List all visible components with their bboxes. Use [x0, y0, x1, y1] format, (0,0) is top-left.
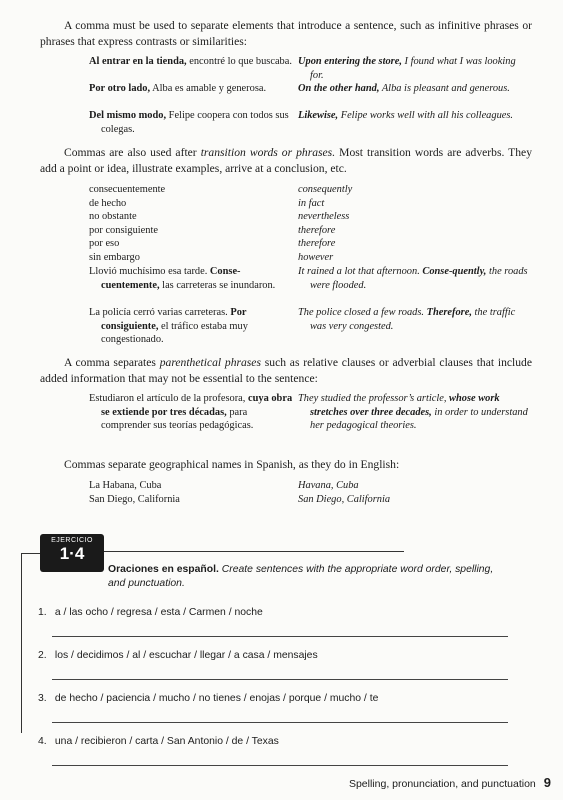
- list-item: therefore: [298, 238, 336, 250]
- example-es: Al entrar en la tienda, encontré lo que buscaba.: [89, 56, 292, 67]
- example-es: Llovió muchísimo esa tarde. Conse-cuentemente, las carreteras se inundaron.: [89, 266, 276, 291]
- example-en: Upon entering the store, I found what I was looking for.: [298, 56, 516, 81]
- list-item: therefore: [298, 224, 336, 236]
- list-item: sin embargo: [89, 251, 140, 263]
- transition-es-list: [89, 183, 165, 265]
- exercise-item: 2. los / decidimos / al / escuchar / llegar / a casa / mensajes: [38, 650, 318, 661]
- exercise-side-rule: [21, 553, 22, 733]
- exercise-item: 4. una / recibieron / carta / San Antonio / de / Texas: [38, 736, 279, 747]
- exercise-item: 1. a / las ocho / regresa / esta / Carmen / noche: [38, 607, 263, 618]
- intro-text: A comma must be used to separate elements that introduce a sentence, such as infinitive phrases or phrases that express contrasts or similarities:: [40, 19, 532, 48]
- page-number: 9: [543, 775, 551, 790]
- list-item: por eso: [89, 238, 120, 250]
- list-item: consequently: [298, 184, 353, 195]
- geo-es-list: [89, 479, 180, 506]
- list-item: San Diego, California: [298, 493, 391, 505]
- intro-paragraph-3: A comma separates parenthetical phrases such as relative clauses or adverbial clauses that include added information that may not be essential to the sentence:: [40, 356, 532, 385]
- list-item: San Diego, California: [89, 493, 180, 505]
- list-item: however: [298, 251, 334, 263]
- example-en: They studied the professor’s article, whose work stretches over three decades, in order to understand her pedagogical theories.: [298, 393, 528, 432]
- example-en: Likewise, Felipe works well with all his colleagues.: [298, 110, 514, 121]
- example-en: The police closed a few roads. Therefore, the traffic was very congested.: [298, 307, 516, 332]
- exercise-instructions: Oraciones en español. Create sentences with the appropriate word order, spelling, and punctuation.: [108, 564, 494, 589]
- list-item: no obstante: [89, 211, 137, 223]
- answer-line[interactable]: [52, 722, 508, 723]
- example-es: Por otro lado, Alba es amable y generosa.: [89, 83, 267, 94]
- exercise-top-rule: [104, 551, 404, 552]
- list-item: consecuentemente: [89, 184, 166, 195]
- exercise-badge: [40, 534, 104, 572]
- exercise-item: 3. de hecho / paciencia / mucho / no tienes / enojas / porque / mucho / te: [38, 693, 379, 704]
- answer-line[interactable]: [52, 636, 508, 637]
- list-item: de hecho: [89, 197, 127, 209]
- transition-en-list: [298, 183, 352, 265]
- example-en: On the other hand, Alba is pleasant and generous.: [298, 83, 510, 94]
- answer-line[interactable]: [52, 765, 508, 766]
- section-title: Spelling, pronunciation, and punctuation: [348, 778, 536, 790]
- exercise-number: 1·4: [59, 544, 85, 563]
- intro-paragraph-2: Commas are also used after transition words or phrases. Most transition words are adverbs. They add a point or idea, illustrate examples, arrive at a conclusion, etc.: [40, 146, 532, 175]
- answer-line[interactable]: [52, 679, 508, 680]
- example-es: Estudiaron el artículo de la profesora, cuya obra se extiende por tres décadas, para comprender sus teorías pedagógicas.: [89, 393, 293, 432]
- list-item: in fact: [298, 197, 325, 209]
- list-item: La Habana, Cuba: [89, 480, 162, 491]
- intro-paragraph-4: Commas separate geographical names in Spanish, as they do in English:: [64, 458, 400, 471]
- list-item: por consiguiente: [89, 224, 158, 236]
- intro-paragraph-1: [40, 18, 532, 49]
- list-item: nevertheless: [298, 211, 350, 223]
- geo-en-list: [298, 479, 390, 506]
- exercise-rule-cap: [21, 553, 40, 554]
- example-en: It rained a lot that afternoon. Conse-quently, the roads were flooded.: [298, 266, 528, 291]
- page-footer: [349, 775, 551, 790]
- list-item: Havana, Cuba: [298, 480, 359, 491]
- example-es: Del mismo modo, Felipe coopera con todos sus colegas.: [89, 110, 289, 135]
- example-es: La policía cerró varias carreteras. Por consiguiente, el tráfico estaba muy congestionado.: [89, 307, 248, 346]
- exercise-label: EJERCICIO: [51, 537, 93, 544]
